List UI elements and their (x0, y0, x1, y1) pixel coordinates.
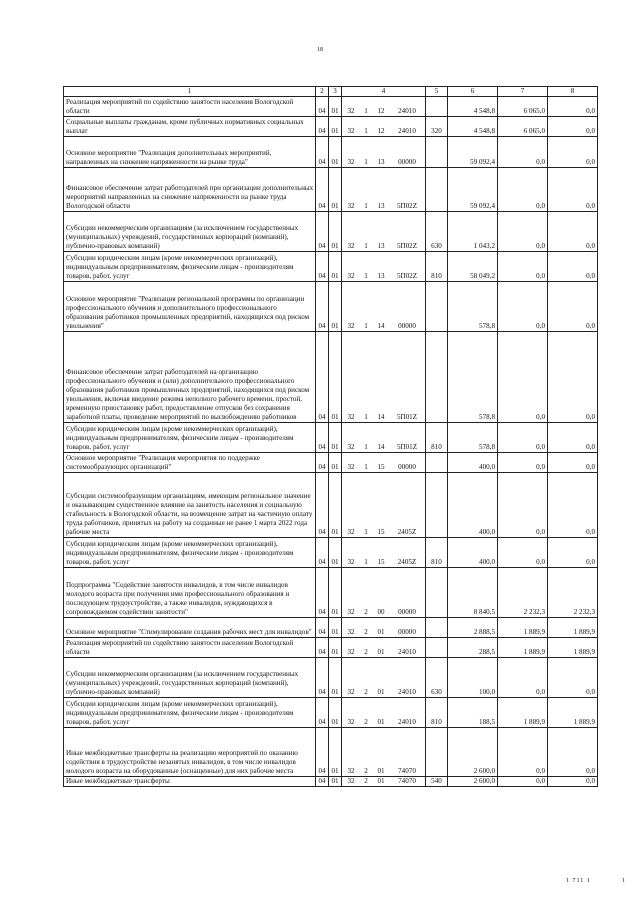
cell-amount-2: 1 889,9 (498, 698, 548, 728)
code-part: 74070 (398, 767, 416, 775)
code-part: 1 (364, 322, 368, 330)
cell-amount-3: 0,0 (548, 538, 598, 568)
col-header-4: 4 (342, 87, 426, 97)
cell-target-code (342, 453, 426, 473)
cell-subsection: 01 (329, 728, 342, 777)
table-row (64, 777, 598, 787)
cell-amount-2: 0,0 (498, 332, 548, 423)
code-part: 32 (347, 463, 355, 471)
row-name: Основное мероприятие "Реализация дополнительных мероприятий, направленных на снижение напряженности на рынке труда" (64, 137, 316, 168)
footer-mark: 1 711 1 (566, 878, 591, 884)
code-part: 00000 (398, 158, 416, 166)
code-part: 1 (364, 413, 368, 421)
code-part: 1 (364, 528, 368, 536)
cell-subsection: 01 (329, 282, 342, 332)
table-row (64, 97, 598, 117)
cell-subsection: 01 (329, 638, 342, 658)
table-row (64, 168, 598, 212)
cell-amount-1: 8 840,5 (448, 568, 498, 618)
code-part: 5П02Z (396, 202, 418, 210)
cell-amount-2: 0,0 (498, 423, 548, 453)
cell-subsection: 01 (329, 453, 342, 473)
code-part: 2 (364, 608, 368, 616)
cell-section: 04 (316, 538, 329, 568)
cell-amount-2: 0,0 (498, 473, 548, 538)
row-name: Финансовое обеспечение затрат работодателей на организацию профессионального обучения и (или) дополнительного профессионального образования работников промышленных предприятий, находящихся под риском увольнения, включая введение режима неполного рабочего времени, простой, временную приостановку работ, предоставление отпусков без сохранения заработной платы, проведение мероприятий по высвобождению работников (64, 332, 316, 423)
code-part: 32 (347, 718, 355, 726)
cell-section: 04 (316, 212, 329, 252)
cell-subsection: 01 (329, 252, 342, 282)
row-name: Субсидии юридическим лицам (кроме некоммерческих организаций), индивидуальным предпринимателям, физическим лицам - производителям товаров, работ, услуг (64, 698, 316, 728)
code-part: 00 (377, 608, 385, 616)
cell-target-code (342, 473, 426, 538)
cell-section: 04 (316, 473, 329, 538)
cell-amount-1: 4 548,8 (448, 97, 498, 117)
row-name: Субсидии юридическим лицам (кроме некоммерческих организаций), индивидуальным предпринимателям, физическим лицам - производителям товаров, работ, услуг (64, 538, 316, 568)
cell-amount-3: 2 232,3 (548, 568, 598, 618)
cell-amount-1: 2 600,0 (448, 777, 498, 787)
row-name: Субсидии юридическим лицам (кроме некоммерческих организаций), индивидуальным предпринимателям, физическим лицам - производителям товаров, работ, услуг (64, 252, 316, 282)
cell-section: 04 (316, 282, 329, 332)
cell-subsection: 01 (329, 568, 342, 618)
code-part: 01 (377, 688, 385, 696)
code-part: 1 (364, 158, 368, 166)
cell-amount-3: 0,0 (548, 777, 598, 787)
code-part: 2 (364, 718, 368, 726)
code-part: 1 (364, 463, 368, 471)
table-row (64, 538, 598, 568)
cell-amount-2: 0,0 (498, 658, 548, 698)
row-name: Иные межбюджетные трансферты (64, 777, 316, 787)
cell-section: 04 (316, 568, 329, 618)
code-part: 01 (377, 718, 385, 726)
cell-amount-2: 6 065,0 (498, 117, 548, 137)
cell-target-code (342, 728, 426, 777)
code-part: 00000 (398, 463, 416, 471)
code-part: 32 (347, 272, 355, 280)
code-part: 24010 (398, 648, 416, 656)
cell-target-code (342, 97, 426, 117)
cell-subsection: 01 (329, 698, 342, 728)
code-part: 32 (347, 688, 355, 696)
cell-amount-3: 0,0 (548, 332, 598, 423)
row-name: Субсидии юридическим лицам (кроме некоммерческих организаций), индивидуальным предпринимателям, физическим лицам - производителям товаров, работ, услуг (64, 423, 316, 453)
cell-expense-type (426, 618, 448, 638)
code-part: 32 (347, 202, 355, 210)
cell-subsection: 01 (329, 137, 342, 168)
code-part: 13 (377, 272, 385, 280)
cell-target-code (342, 698, 426, 728)
code-part: 32 (347, 628, 355, 636)
cell-section: 04 (316, 777, 329, 787)
cell-target-code (342, 117, 426, 137)
code-part: 2405Z (397, 528, 417, 536)
code-part: 14 (377, 443, 385, 451)
cell-section: 04 (316, 658, 329, 698)
cell-target-code (342, 282, 426, 332)
code-part: 15 (377, 463, 385, 471)
col-header-3: 3 (329, 87, 342, 97)
cell-target-code (342, 658, 426, 698)
cell-amount-2: 0,0 (498, 137, 548, 168)
cell-target-code (342, 538, 426, 568)
table-row (64, 698, 598, 728)
cell-amount-2: 0,0 (498, 212, 548, 252)
cell-amount-1: 58 049,2 (448, 252, 498, 282)
table-row (64, 453, 598, 473)
code-part: 01 (377, 767, 385, 775)
table-row (64, 137, 598, 168)
cell-target-code (342, 568, 426, 618)
table-row (64, 212, 598, 252)
cell-target-code (342, 168, 426, 212)
cell-section: 04 (316, 638, 329, 658)
code-part: 32 (347, 528, 355, 536)
cell-amount-2: 1 889,9 (498, 638, 548, 658)
code-part: 32 (347, 127, 355, 135)
cell-amount-1: 578,8 (448, 423, 498, 453)
table-row (64, 638, 598, 658)
cell-target-code (342, 137, 426, 168)
cell-subsection: 01 (329, 658, 342, 698)
cell-target-code (342, 638, 426, 658)
row-name: Субсидии некоммерческим организациям (за исключением государственных (муниципальных) учреждений, государственных корпораций (компаний), публично-правовых компаний) (64, 212, 316, 252)
cell-expense-type: 630 (426, 658, 448, 698)
code-part: 32 (347, 767, 355, 775)
cell-target-code (342, 618, 426, 638)
table-row (64, 618, 598, 638)
cell-amount-3: 0,0 (548, 423, 598, 453)
cell-section: 04 (316, 332, 329, 423)
code-part: 1 (364, 558, 368, 566)
cell-expense-type: 810 (426, 538, 448, 568)
code-part: 01 (377, 628, 385, 636)
cell-amount-1: 288,5 (448, 638, 498, 658)
cell-subsection: 01 (329, 538, 342, 568)
col-header-2: 2 (316, 87, 329, 97)
code-part: 32 (347, 558, 355, 566)
header-row (64, 87, 598, 97)
footer-number: 1 (622, 878, 625, 884)
cell-amount-1: 578,8 (448, 332, 498, 423)
col-header-5: 5 (426, 87, 448, 97)
cell-amount-1: 59 092,4 (448, 168, 498, 212)
code-part: 32 (347, 242, 355, 250)
code-part: 24010 (398, 127, 416, 135)
cell-target-code (342, 423, 426, 453)
col-header-7: 7 (498, 87, 548, 97)
row-name: Основное мероприятие "Реализация региональной программы по организации профессионального обучения и дополнительного профессионального образования работников промышленных предприятий, находящихся под риском увольнения" (64, 282, 316, 332)
cell-expense-type (426, 728, 448, 777)
code-part: 2 (364, 648, 368, 656)
cell-target-code (342, 332, 426, 423)
cell-expense-type: 320 (426, 117, 448, 137)
cell-subsection: 01 (329, 618, 342, 638)
cell-target-code (342, 212, 426, 252)
cell-amount-2: 2 232,3 (498, 568, 548, 618)
cell-amount-2: 0,0 (498, 282, 548, 332)
code-part: 13 (377, 158, 385, 166)
code-part: 12 (377, 127, 385, 135)
code-part: 15 (377, 528, 385, 536)
row-name: Реализация мероприятий по содействию занятости населения Вологодской области (64, 638, 316, 658)
cell-section: 04 (316, 252, 329, 282)
cell-section: 04 (316, 423, 329, 453)
code-part: 5П02Z (396, 272, 418, 280)
row-name: Финансовое обеспечение затрат работодателей при организации дополнительных мероприятий направленных на снижение напряженности на рынке труда Вологодской области (64, 168, 316, 212)
table-row (64, 117, 598, 137)
code-part: 00000 (398, 628, 416, 636)
row-name: Реализация мероприятий по содействию занятости населения Вологодской области (64, 97, 316, 117)
budget-table (63, 86, 598, 787)
cell-amount-3: 0,0 (548, 658, 598, 698)
cell-amount-2: 6 065,0 (498, 97, 548, 117)
cell-amount-3: 1 889,9 (548, 638, 598, 658)
code-part: 00000 (398, 322, 416, 330)
cell-amount-1: 4 548,8 (448, 117, 498, 137)
table-row (64, 423, 598, 453)
code-part: 1 (364, 443, 368, 451)
code-part: 1 (364, 127, 368, 135)
cell-subsection: 01 (329, 212, 342, 252)
code-part: 32 (347, 443, 355, 451)
code-part: 74070 (398, 777, 416, 785)
cell-expense-type (426, 97, 448, 117)
cell-amount-3: 0,0 (548, 282, 598, 332)
cell-section: 04 (316, 453, 329, 473)
cell-amount-2: 0,0 (498, 453, 548, 473)
table-row (64, 332, 598, 423)
code-part: 24010 (398, 107, 416, 115)
row-name: Иные межбюджетные трансферты на реализацию мероприятий по оказанию содействия в трудоустройстве незанятых инвалидов, в том числе инвалидов молодого возраста на оборудованные (оснащенные) для них рабочие места (64, 728, 316, 777)
code-part: 1 (364, 202, 368, 210)
cell-amount-3: 0,0 (548, 117, 598, 137)
cell-amount-1: 400,0 (448, 473, 498, 538)
cell-amount-2: 0,0 (498, 728, 548, 777)
code-part: 1 (364, 272, 368, 280)
code-part: 5П02Z (396, 242, 418, 250)
code-part: 13 (377, 202, 385, 210)
cell-expense-type: 540 (426, 777, 448, 787)
col-header-8: 8 (548, 87, 598, 97)
code-part: 01 (377, 777, 385, 785)
code-part: 32 (347, 413, 355, 421)
cell-amount-2: 0,0 (498, 538, 548, 568)
code-part: 14 (377, 322, 385, 330)
cell-amount-3: 0,0 (548, 212, 598, 252)
cell-section: 04 (316, 728, 329, 777)
code-part: 15 (377, 558, 385, 566)
cell-amount-1: 2 888,5 (448, 618, 498, 638)
cell-section: 04 (316, 168, 329, 212)
cell-amount-3: 0,0 (548, 473, 598, 538)
cell-amount-3: 0,0 (548, 252, 598, 282)
row-name: Основное мероприятие "Стимулирование создания рабочих мест для инвалидов" (64, 618, 316, 638)
code-part: 14 (377, 413, 385, 421)
table-row (64, 568, 598, 618)
cell-subsection: 01 (329, 168, 342, 212)
row-name: Социальные выплаты гражданам, кроме публичных нормативных социальных выплат (64, 117, 316, 137)
code-part: 5П01Z (396, 443, 418, 451)
cell-amount-1: 2 600,0 (448, 728, 498, 777)
cell-amount-3: 0,0 (548, 168, 598, 212)
cell-amount-1: 400,0 (448, 538, 498, 568)
code-part: 24010 (398, 688, 416, 696)
cell-subsection: 01 (329, 97, 342, 117)
cell-expense-type: 810 (426, 698, 448, 728)
cell-amount-3: 0,0 (548, 728, 598, 777)
cell-target-code (342, 252, 426, 282)
code-part: 32 (347, 107, 355, 115)
cell-expense-type (426, 168, 448, 212)
cell-expense-type: 810 (426, 423, 448, 453)
cell-amount-3: 1 889,9 (548, 698, 598, 728)
cell-amount-3: 0,0 (548, 97, 598, 117)
row-name: Субсидии некоммерческим организациям (за исключением государственных (муниципальных) учреждений, государственных корпораций (компаний), публично-правовых компаний) (64, 658, 316, 698)
cell-target-code (342, 777, 426, 787)
code-part: 32 (347, 777, 355, 785)
cell-subsection: 01 (329, 332, 342, 423)
cell-expense-type (426, 638, 448, 658)
col-header-6: 6 (448, 87, 498, 97)
cell-expense-type (426, 137, 448, 168)
cell-section: 04 (316, 618, 329, 638)
cell-amount-1: 188,5 (448, 698, 498, 728)
cell-subsection: 01 (329, 117, 342, 137)
code-part: 2405Z (397, 558, 417, 566)
cell-subsection: 01 (329, 473, 342, 538)
cell-amount-1: 59 092,4 (448, 137, 498, 168)
cell-amount-1: 400,0 (448, 453, 498, 473)
cell-amount-2: 0,0 (498, 252, 548, 282)
cell-expense-type: 810 (426, 252, 448, 282)
page-number: 18 (317, 47, 323, 53)
code-part: 24010 (398, 718, 416, 726)
cell-expense-type (426, 282, 448, 332)
code-part: 1 (364, 242, 368, 250)
cell-amount-1: 1 043,2 (448, 212, 498, 252)
table-row (64, 728, 598, 777)
cell-amount-1: 100,0 (448, 658, 498, 698)
cell-amount-2: 0,0 (498, 777, 548, 787)
cell-section: 04 (316, 698, 329, 728)
cell-expense-type (426, 568, 448, 618)
cell-section: 04 (316, 137, 329, 168)
cell-expense-type: 630 (426, 212, 448, 252)
code-part: 2 (364, 767, 368, 775)
cell-amount-3: 1 889,9 (548, 618, 598, 638)
row-name: Основное мероприятие "Реализация мероприятия по поддержке системообразующих организаций" (64, 453, 316, 473)
col-header-1: 1 (64, 87, 316, 97)
code-part: 5П01Z (396, 413, 418, 421)
table-row (64, 282, 598, 332)
cell-amount-1: 578,8 (448, 282, 498, 332)
table-row (64, 473, 598, 538)
code-part: 32 (347, 158, 355, 166)
code-part: 12 (377, 107, 385, 115)
cell-expense-type (426, 453, 448, 473)
code-part: 32 (347, 648, 355, 656)
code-part: 00000 (398, 608, 416, 616)
code-part: 32 (347, 608, 355, 616)
table-row (64, 658, 598, 698)
row-name: Субсидии системообразующим организациям, имеющим региональное значение и оказывающим существенное влияние на занятость населения и социальную стабильность в Вологодской области, на возмещение затрат на частичную оплату труда работников, принятых на работу на созданные не ранее 1 марта 2022 года рабочие места (64, 473, 316, 538)
code-part: 2 (364, 688, 368, 696)
code-part: 2 (364, 777, 368, 785)
code-part: 1 (364, 107, 368, 115)
code-part: 32 (347, 322, 355, 330)
cell-section: 04 (316, 117, 329, 137)
cell-subsection: 01 (329, 777, 342, 787)
cell-amount-3: 0,0 (548, 453, 598, 473)
cell-amount-2: 0,0 (498, 168, 548, 212)
cell-expense-type (426, 332, 448, 423)
cell-amount-2: 1 889,9 (498, 618, 548, 638)
table-row (64, 252, 598, 282)
code-part: 13 (377, 242, 385, 250)
code-part: 01 (377, 648, 385, 656)
cell-section: 04 (316, 97, 329, 117)
row-name: Подпрограмма "Содействие занятости инвалидов, в том числе инвалидов молодого возраста при получении ими профессионального образования и последующем трудоустройстве, а также инвалидов, нуждающихся в сопровождаемом содействии занятости" (64, 568, 316, 618)
cell-amount-3: 0,0 (548, 137, 598, 168)
code-part: 2 (364, 628, 368, 636)
cell-subsection: 01 (329, 423, 342, 453)
cell-expense-type (426, 473, 448, 538)
